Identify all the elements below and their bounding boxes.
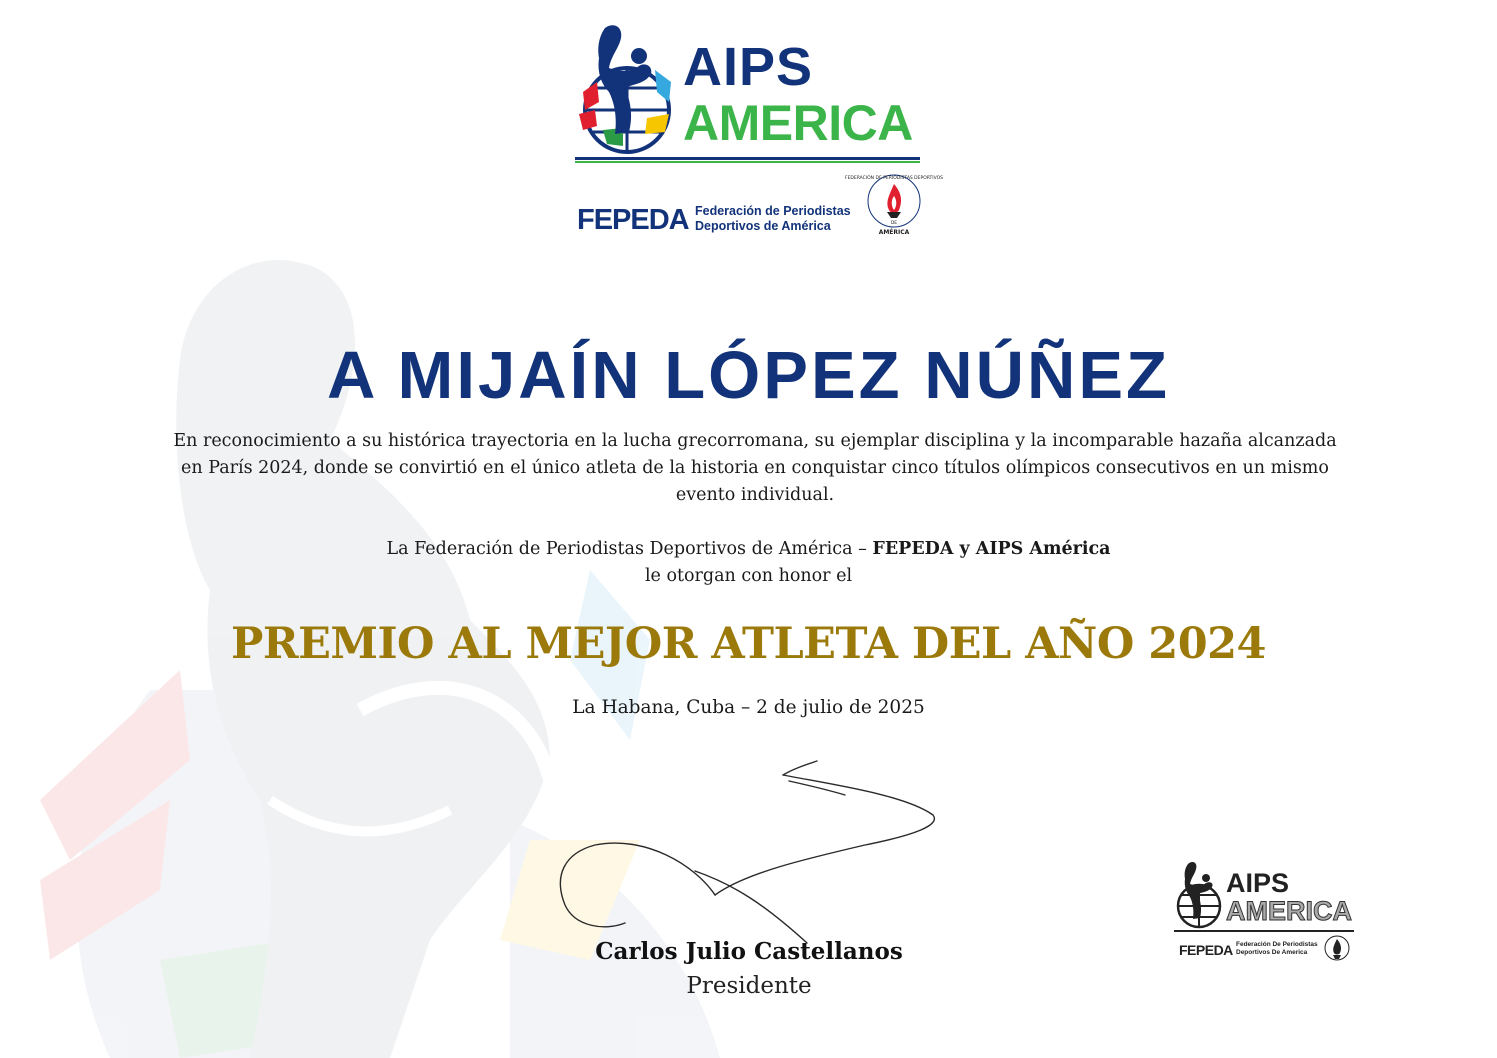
stamp-flame-seal-icon xyxy=(1322,934,1352,966)
handwritten-signature xyxy=(545,755,945,950)
citation-line-1: En reconocimiento a su histórica trayectoria en la lucha grecorromana, su ejemplar disciplina y la incomparable hazaña alcanzada xyxy=(173,431,1337,451)
conferral-line-1 xyxy=(0,536,1497,563)
fepeda-full-name-line2: Deportivos de América xyxy=(695,219,831,233)
seal-arc-text: FEDERACIÓN DE PERIODISTAS DEPORTIVOS xyxy=(844,176,944,181)
seal-bottom-text: AMÉRICA xyxy=(878,229,910,236)
award-title: PREMIO AL MEJOR ATLETA DEL AÑO 2024 xyxy=(231,619,1266,669)
conferral-orgs: FEPEDA y AIPS América xyxy=(872,539,1111,559)
fepeda-full-name-line1: Federación de Periodistas xyxy=(695,204,851,218)
citation-line-3: evento individual. xyxy=(675,485,835,505)
fepeda-full-name xyxy=(695,204,851,234)
fepeda-wordmark: FEPEDA xyxy=(577,204,689,236)
stamp-aips-text: AIPS xyxy=(1226,868,1290,898)
aips-america-stamp xyxy=(1172,858,1372,968)
stamp-fepeda-full-name xyxy=(1236,941,1318,957)
conferral-text xyxy=(0,536,1497,590)
wrestler-globe-stamp-icon xyxy=(1172,860,1227,928)
conferral-prefix: La Federación de Periodistas Deportivos de América – xyxy=(386,539,873,559)
stamp-divider xyxy=(1174,930,1354,932)
signer-title: Presidente xyxy=(686,973,812,999)
citation-line-2: en París 2024, donde se convirtió en el único atleta de la historia en conquistar cinco títulos olímpicos consecutivos en un mismo xyxy=(181,458,1329,478)
recipient-name: A MIJAÍN LÓPEZ NÚÑEZ xyxy=(327,338,1170,413)
citation-text xyxy=(160,428,1350,509)
stamp-fepeda-line1: Federación De Periodistas xyxy=(1236,941,1318,948)
stamp-america-text: AMERICA xyxy=(1226,896,1352,926)
seal-de-text: DE xyxy=(890,221,898,226)
fepeda-logo xyxy=(577,170,944,238)
wrestler-globe-icon xyxy=(575,22,681,152)
stamp-fepeda-line2: Deportivos De America xyxy=(1236,949,1308,956)
logo-aips-text: AIPS xyxy=(683,37,814,97)
logo-divider-green xyxy=(575,161,920,163)
flame-seal-icon xyxy=(844,170,944,236)
place-and-date: La Habana, Cuba – 2 de julio de 2025 xyxy=(572,697,925,718)
conferral-line-2: le otorgan con honor el xyxy=(644,566,853,586)
signer-name: Carlos Julio Castellanos xyxy=(595,938,903,965)
aips-america-logo xyxy=(575,22,925,167)
logo-america-text: AMERICA xyxy=(683,95,913,151)
stamp-fepeda-wordmark: FEPEDA xyxy=(1179,942,1233,958)
logo-divider xyxy=(575,157,920,160)
